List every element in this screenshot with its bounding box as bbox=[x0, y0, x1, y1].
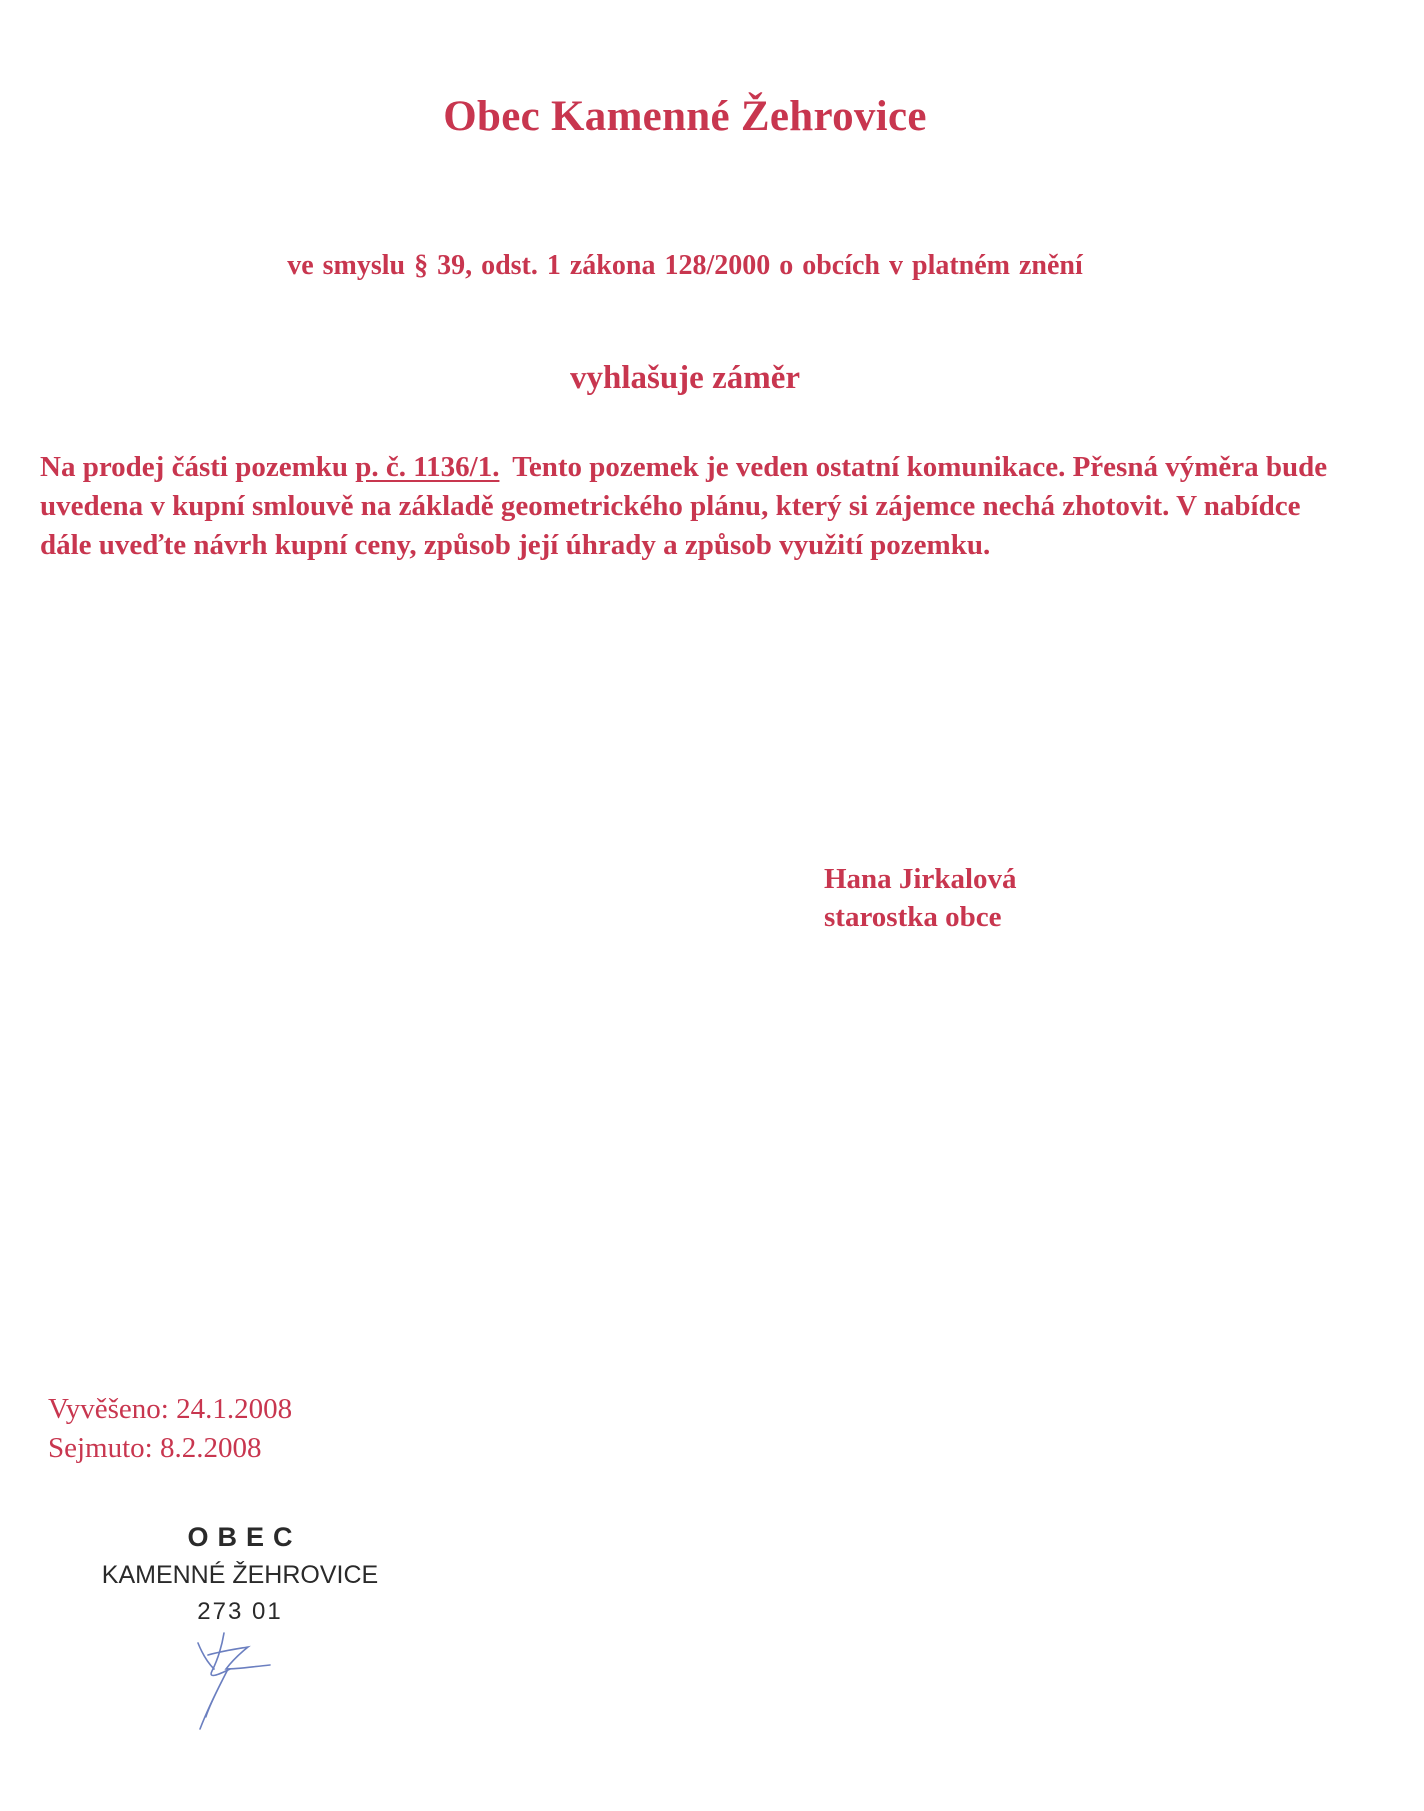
stamp-line-2: KAMENNÉ ŽEHROVICE bbox=[101, 1561, 379, 1589]
stamp-line-1: OBEC bbox=[187, 1522, 302, 1552]
declaration-heading: vyhlašuje záměr bbox=[569, 360, 801, 396]
posted-date: Vyvěšeno: 24.1.2008 bbox=[48, 1393, 293, 1425]
notice-body bbox=[40, 448, 1340, 565]
stamp-line-3: 273 01 bbox=[197, 1598, 283, 1625]
legal-basis: ve smyslu § 39, odst. 1 zákona 128/2000 o obcích v platném znění bbox=[287, 250, 1083, 281]
posting-dates bbox=[48, 1390, 292, 1468]
signatory-block bbox=[824, 860, 1017, 936]
removed-date: Sejmuto: 8.2.2008 bbox=[48, 1432, 262, 1464]
body-rest: Tento pozemek je veden ostatní komunikace. Přesná výměra bude uvedena v kupní smlouvě na základě geometrického plánu, který si zájemce nechá zhotovit. V nabídce dále uveďte návrh kupní ceny, způsob její úhrady a způsob využití pozemku. bbox=[40, 451, 1328, 561]
signatory-name: Hana Jirkalová bbox=[824, 863, 1017, 895]
document-title: Obec Kamenné Žehrovice bbox=[443, 93, 927, 140]
parcel-number: p. č. 1136/1. bbox=[355, 451, 500, 483]
signatory-role: starostka obce bbox=[824, 901, 1002, 933]
handwritten-signature bbox=[188, 1625, 298, 1735]
body-intro: Na prodej části pozemku bbox=[40, 451, 348, 483]
municipal-stamp bbox=[98, 1522, 382, 1626]
